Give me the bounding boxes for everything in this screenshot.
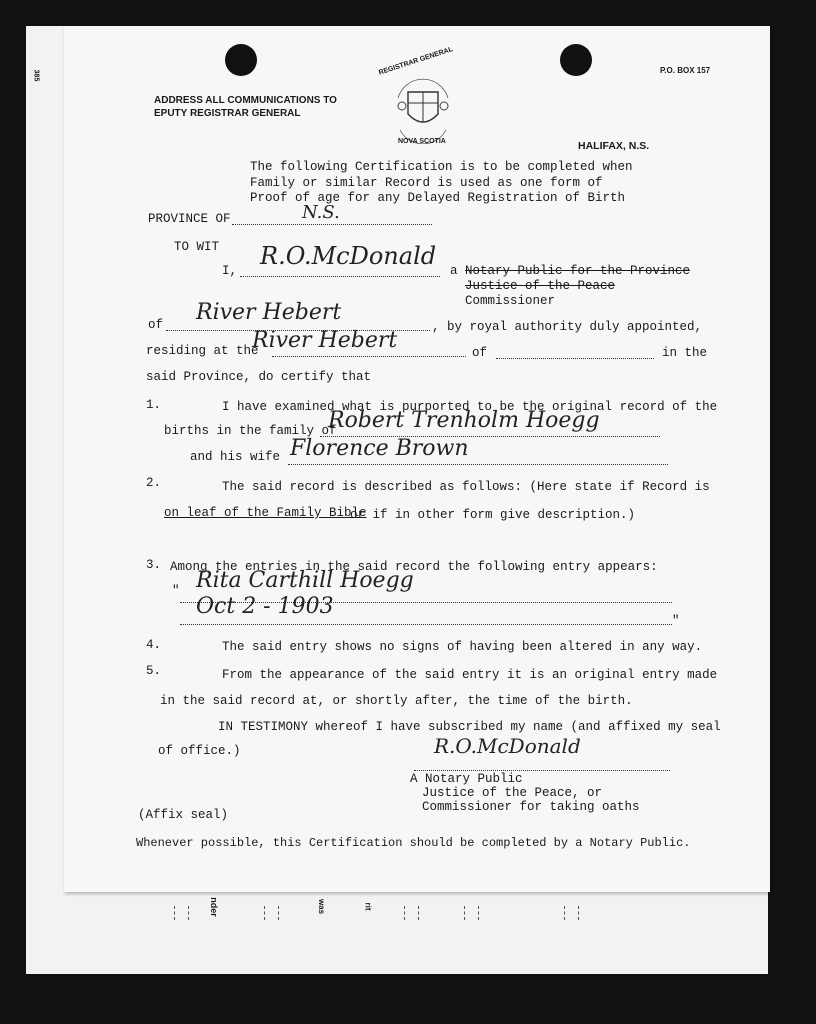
crest-label-top: REGISTRAR GENERAL [378,46,454,77]
residing-label: residing at the [146,344,259,358]
footer-note: Whenever possible, this Certification should be completed by a Notary Public. [136,836,691,850]
item-4-text: The said entry shows no signs of having been altered in any way. [222,640,703,654]
coat-of-arms-seal [394,72,452,142]
role-notary-struck: Notary Public for the Province [465,264,691,278]
wife-label: and his wife [190,450,281,464]
province-value: N.S. [302,202,340,223]
item-2-text-b: or if in other form give description.) [350,508,636,522]
role-a: a [450,264,458,278]
item-5-text-b: in the said record at, or shortly after, the time of the birth. [160,694,633,708]
entry-name: Rita Carthill Hoegg [196,568,414,593]
back-sheet-bottom-strip [64,892,768,926]
affix-seal: (Affix seal) [138,808,229,822]
births-label: births in the family of [164,424,337,438]
crest-label-bottom: NOVA SCOTIA [398,138,446,145]
wife-name: Florence Brown [290,436,469,461]
family-name: Robert Trenholm Hoegg [328,408,600,433]
intro-line-3: Proof of age for any Delayed Registration of Birth [250,191,626,205]
intro-line-1: The following Certification is to be completed when [250,160,633,174]
residing-place: River Hebert [252,328,398,353]
item-3-text: Among the entries in the said record the following entry appears: [170,560,658,574]
item-5-number: 5. [146,664,162,678]
of-suffix: , by royal authority duly appointed, [432,320,703,334]
address-line-2: EPUTY REGISTRAR GENERAL [154,108,301,119]
intro-line-2: Family or similar Record is used as one form of [250,176,603,190]
po-box: P.O. BOX 157 [660,66,711,75]
address-line-1: ADDRESS ALL COMMUNICATIONS TO [154,95,337,106]
strip-label-nder: nder [208,897,219,917]
signature-title-3: Commissioner for taking oaths [422,800,640,814]
signature: R.O.McDonald [434,734,581,758]
of-label: of [148,318,164,332]
city: HALIFAX, N.S. [578,140,650,152]
residing-of: of [472,346,488,360]
item-4-number: 4. [146,638,162,652]
of-place: River Hebert [196,300,342,325]
testimony-line-2: of office.) [158,744,241,758]
entry-date: Oct 2 - 1903 [196,594,334,619]
item-3-number: 3. [146,558,162,572]
residing-suffix: in the [662,346,708,360]
signature-title-2: Justice of the Peace, or [422,786,603,800]
punch-hole-right [560,44,592,76]
role-commissioner: Commissioner [465,294,556,308]
item-2-record-description: on leaf of the Family Bible [164,506,367,520]
item-5-text-a: From the appearance of the said entry it is an original entry made [222,668,718,682]
to-wit: TO WIT [174,240,220,254]
punch-hole-left [225,44,257,76]
item-2-text-a: The said record is described as follows: (Here state if Record is [222,480,710,494]
signature-title-1: A Notary Public [410,772,523,786]
declarant-prefix: I, [222,264,238,278]
side-number: 385 [32,69,40,82]
declarant-name: R.O.McDonald [260,242,437,270]
item-1-text: I have examined what is purported to be the original record of the [222,400,718,414]
coat-of-arms-icon [394,72,452,144]
strip-label-rit: rit [363,902,373,911]
item-2-number: 2. [146,476,162,490]
testimony-line-1: IN TESTIMONY whereof I have subscribed my name (and affixed my seal [218,720,721,734]
residing-of-field [496,340,654,359]
certify-text: said Province, do certify that [146,370,372,384]
province-label: PROVINCE OF [148,212,231,226]
item-1-number: 1. [146,398,162,412]
role-justice-struck: Justice of the Peace [465,279,616,293]
strip-label-was: was [317,898,327,915]
